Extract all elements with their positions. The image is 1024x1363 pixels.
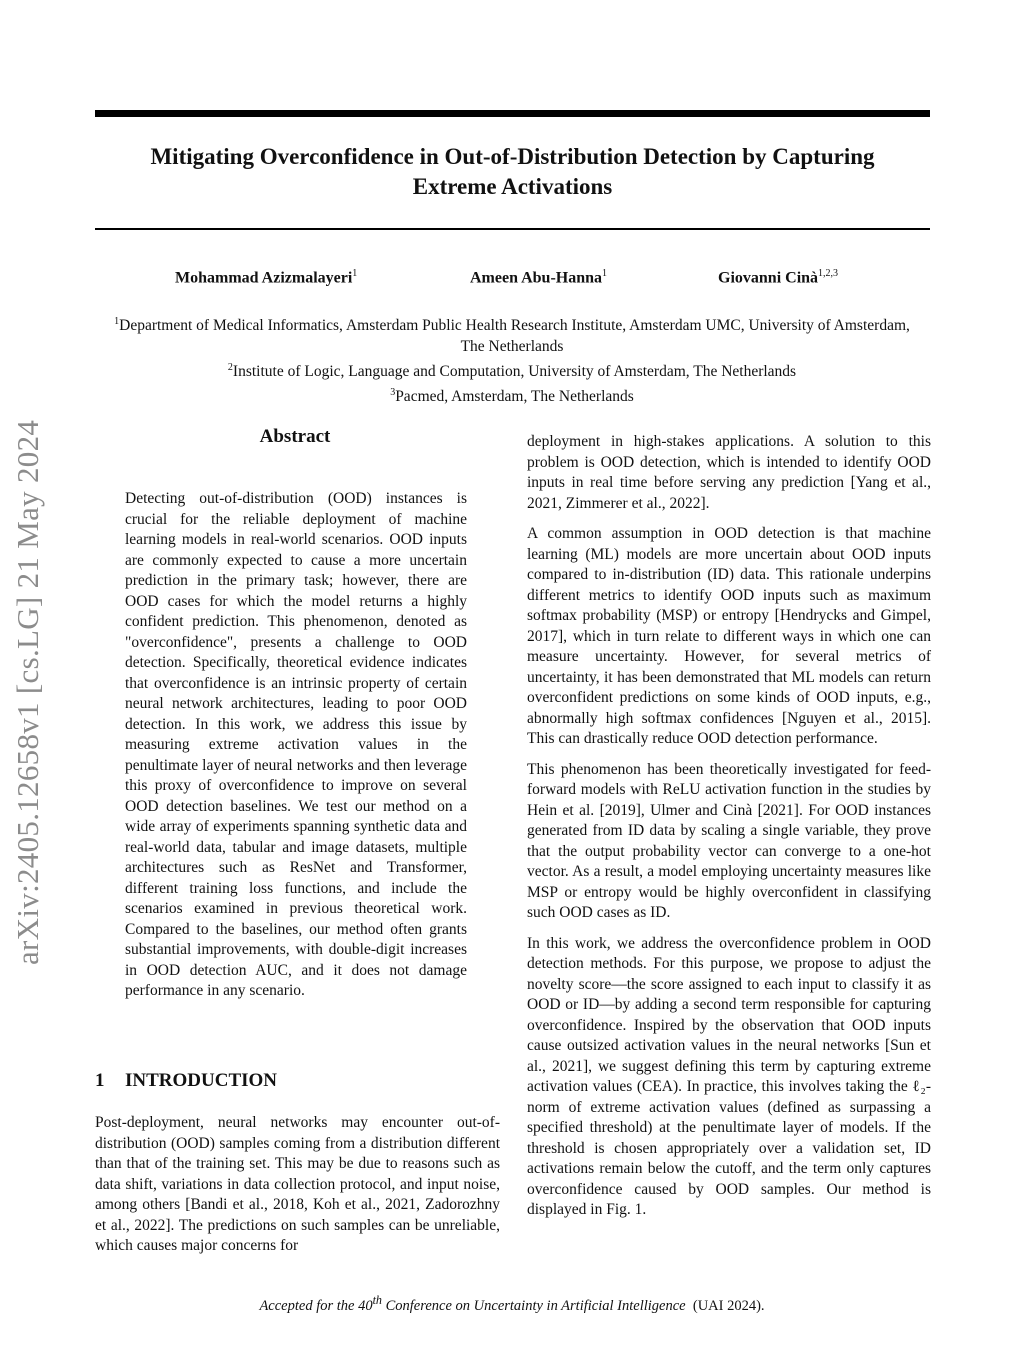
author-1 — [175, 268, 357, 287]
affil-text: Institute of Logic, Language and Computation, University of Amsterdam, The Netherlands — [232, 363, 797, 381]
affiliation-1 — [105, 311, 919, 357]
author-affil-mark: 1 — [352, 268, 358, 279]
footer-note — [0, 1293, 1024, 1315]
author-list — [0, 268, 1024, 294]
author-3 — [718, 268, 838, 287]
intro-paragraph-3: This phenomenon has been theoretically investigated for feed-forward models with ReLU activation function in the studies by Hein et al. [2019], Ulmer and Cinà [2021]. For OOD instances generated from ID data by scaling a single variable, they prove that the output probability vector can converge to a one-hot vector. As a result, a model employing uncertainty measures like MSP or entropy would be highly overconfident in classifying such OOD cases as ID. — [527, 760, 931, 921]
section-title: INTRODUCTION — [125, 1070, 278, 1091]
abstract-heading: Abstract — [259, 426, 331, 447]
affil-text: Department of Medical Informatics, Amsterdam Public Health Research Institute, Amsterdam UMC, University of Amsterdam, The Netherlands — [119, 317, 910, 356]
affil-mark: 2 — [227, 362, 233, 374]
title-top-rule — [95, 110, 930, 117]
arxiv-stamp: arXiv:2405.12658v1 [cs.LG] 21 May 2024 — [10, 419, 45, 965]
intro-paragraph-1-continued: deployment in high-stakes applications. A solution to this problem is OOD detection, which is intended to identify OOD inputs in real time before serving any prediction [Yang et al., 2021, Zimmerer et al., 2022]. — [527, 433, 931, 512]
affil-mark: 3 — [390, 387, 396, 399]
intro-paragraph-4: In this work, we address the overconfidence problem in OOD detection methods. For this purpose, we propose to adjust the novelty score—the score assigned to each input to classify it as OOD or ID—by adding a second term responsible for capturing overconfidence. Inspired by the observation that OOD inputs cause outsized activation values in the neural networks [Sun et al., 2021], we suggest defining this term by capturing extreme activation values (CEA). In practice, this involves taking the ℓ₂-norm of extreme activation values (defined as surpassing a specified threshold) at the penultimate layer of models. If the threshold is chosen appropriately over a validation set, ID activations remain below the cutoff, and the term only captures overconfidence caused by OOD samples. Our method is displayed in Fig. 1. — [527, 934, 931, 1218]
intro-paragraph-2: A common assumption in OOD detection is that machine learning (ML) models are more uncertain about OOD inputs compared to in-distribution (ID) data. This rationale underpins different metrics to identify OOD inputs such as maximum softmax probability (MSP) or entropy [Hendrycks and Gimpel, 2017], which in turn relate to different ways in which one can measure uncertainty. However, for several metrics of uncertainty, it has been demonstrated that ML models can return overconfident predictions on some kinds of OOD inputs, e.g., abnormally high softmax confidences [Nguyen et al., 2015]. This can drastically reduce OOD detection performance. — [527, 525, 931, 747]
right-column — [527, 432, 931, 1231]
section-heading-introduction — [95, 1070, 277, 1092]
author-2 — [470, 268, 607, 287]
intro-paragraph-1: Post-deployment, neural networks may encounter out-of-distribution (OOD) samples coming from a distribution different than that of the training set. This may be due to reasons such as data shift, variations in data collection protocol, and input noise, among others [Bandi et al., 2018, Koh et al., 2021, Zadorozhny et al., 2022]. The predictions on such samples can be unreliable, which causes major concerns for — [95, 1114, 500, 1254]
footer-prefix: Accepted for the 40 — [259, 1297, 373, 1314]
section-number: 1 — [95, 1070, 105, 1091]
footer-conference: Conference on Uncertainty in Artificial Intelligence — [381, 1297, 686, 1314]
affil-text: Pacmed, Amsterdam, The Netherlands — [395, 388, 634, 406]
footer-sup: th — [372, 1293, 382, 1307]
affiliations — [105, 311, 919, 407]
abstract-text: Detecting out-of-distribution (OOD) instances is crucial for the reliable deployment of machine learning models in real-world scenarios. OOD inputs are commonly expected to cause a more uncertain prediction in the primary task; however, there are OOD cases for which the model returns a highly confident prediction. This phenomenon, denoted as "overconfidence", presents a challenge to OOD detection. Specifically, theoretical evidence indicates that overconfidence is an intrinsic property of certain neural network architectures, leading to poor OOD detection. In this work, we address this issue by measuring extreme activation values in the penultimate layer of neural networks and then leverage this proxy of overconfidence to improve on several OOD detection baselines. We test our method on a wide array of experiments spanning synthetic data and real-world data, tabular and image datasets, multiple architectures such as ResNet and Transformer, different training loss functions, and include the scenarios examined in previous theoretical work. Compared to the baselines, our method often grants substantial improvements, with double-digit increases in OOD detection AUC, and it does not damage performance in any scenario. — [125, 490, 467, 999]
paper-title — [95, 142, 930, 202]
affiliation-3 — [105, 382, 919, 407]
author-name: Giovanni Cinà — [718, 269, 819, 287]
title-bottom-rule — [95, 228, 930, 230]
author-affil-mark: 1,2,3 — [818, 268, 839, 279]
title-line-1: Mitigating Overconfidence in Out-of-Distribution Detection by Capturing — [150, 144, 875, 169]
affil-mark: 1 — [114, 316, 120, 327]
title-line-2: Extreme Activations — [412, 174, 613, 199]
author-name: Ameen Abu-Hanna — [470, 269, 603, 287]
footer-suffix: (UAI 2024). — [692, 1297, 765, 1314]
author-name: Mohammad Azizmalayeri — [175, 269, 353, 287]
affiliation-2 — [105, 357, 919, 382]
author-affil-mark: 1 — [602, 268, 608, 279]
